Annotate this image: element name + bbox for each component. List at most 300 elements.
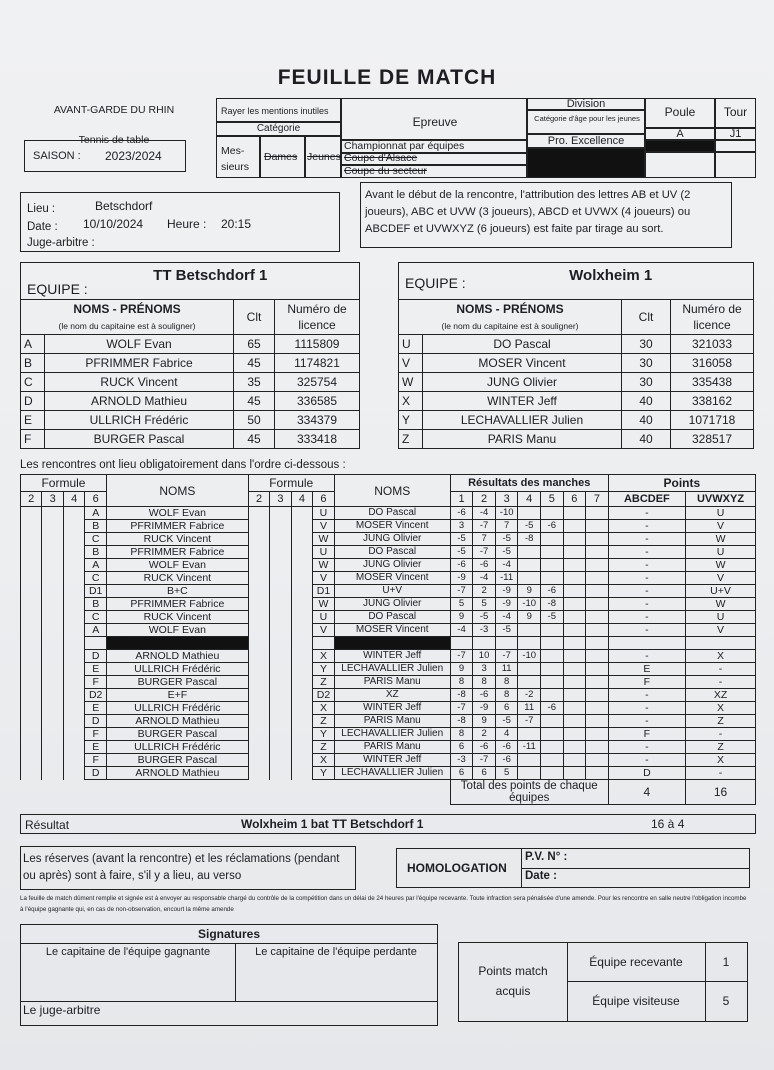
home-player: ULLRICH Frédéric	[106, 741, 248, 754]
manche-3-header: 3	[495, 492, 518, 507]
homologation-label: HOMOLOGATION	[407, 861, 507, 875]
coupe-secteur-label: Coupe du secteur	[344, 165, 427, 177]
totals-label: Total des points de chaque équipes	[450, 780, 608, 805]
set-score: -6	[450, 559, 473, 572]
points-acquis-label: Points match acquis	[478, 964, 548, 998]
home-equipe-label: EQUIPE :	[27, 280, 88, 297]
points-away: -	[686, 663, 756, 676]
player-name: WINTER Jeff	[423, 392, 622, 411]
player-licence: 333418	[275, 430, 360, 449]
set-score: -7	[450, 585, 473, 598]
set-score	[563, 754, 586, 767]
footnote: La feuille de match dûment remplie et signée est à envoyer au responsable chargé du contrôle de la compétition dans un délai de 24 heures par l'équipe recevante. Toute infraction sera pénalisée d'une amende. Pour les rencontre en salle neutre l'obligation incombe à l'équipe gagnante qui, en cas de non-observation, encourt la même amende	[20, 895, 747, 913]
set-score	[563, 572, 586, 585]
player-row	[399, 430, 754, 449]
set-score: -5	[541, 611, 564, 624]
abcdef-header: ABCDEF	[608, 492, 685, 507]
away-noms-header: NOMS - PRÉNOMS	[456, 302, 564, 316]
set-score	[541, 572, 564, 585]
totals-home: 4	[608, 780, 685, 805]
set-score	[541, 767, 564, 780]
set-score: 11	[518, 702, 541, 715]
manche-6-header: 6	[563, 492, 586, 507]
away-player: XZ	[334, 689, 450, 702]
away-letter: X	[313, 702, 334, 715]
points-away: X	[686, 650, 756, 663]
home-player: WOLF Evan	[106, 624, 248, 637]
home-team-header	[21, 263, 360, 300]
points-home: -	[608, 546, 685, 559]
set-score: -7	[495, 650, 518, 663]
home-player: PFRIMMER Fabrice	[106, 546, 248, 559]
date-label: Date :	[27, 221, 58, 233]
home-player: ARNOLD Mathieu	[106, 650, 248, 663]
set-score: -6	[495, 741, 518, 754]
tour-row2	[715, 140, 756, 152]
home-player: WOLF Evan	[106, 507, 248, 520]
away-team-table	[398, 262, 754, 449]
points-home: -	[608, 624, 685, 637]
player-row	[21, 373, 360, 392]
points-away: V	[686, 520, 756, 533]
uvwxyz-header: UVWXYZ	[686, 492, 756, 507]
match-row	[21, 715, 756, 728]
home-player: BURGER Pascal	[106, 754, 248, 767]
away-player: WINTER Jeff	[334, 754, 450, 767]
juge-label: Juge-arbitre :	[27, 237, 95, 249]
noms-header-home: NOMS	[106, 475, 248, 507]
lieu-value: Betschdorf	[95, 199, 153, 213]
manche-5-header: 5	[541, 492, 564, 507]
points-acquis-box	[458, 942, 748, 1022]
match-row	[21, 741, 756, 754]
set-score	[586, 520, 609, 533]
away-equipe-label: EQUIPE :	[405, 274, 466, 291]
points-home: -	[608, 689, 685, 702]
match-row	[21, 585, 756, 598]
set-score: -5	[473, 611, 496, 624]
set-score: -4	[495, 559, 518, 572]
notice-box	[360, 182, 732, 248]
date-value: 10/10/2024	[83, 217, 144, 231]
set-score	[541, 741, 564, 754]
homologation-date-label: Date :	[525, 870, 557, 882]
away-player: PARIS Manu	[334, 676, 450, 689]
player-row	[399, 411, 754, 430]
epreuve-label: Epreuve	[412, 115, 458, 129]
set-score: -6	[495, 754, 518, 767]
manche-4-header: 4	[518, 492, 541, 507]
set-score: -6	[541, 702, 564, 715]
results-table	[20, 474, 756, 805]
set-score	[563, 689, 586, 702]
reserves-text: Les réserves (avant la rencontre) et les réclamations (pendant ou après) sont à faire, s'il y a lieu, au verso	[23, 853, 340, 882]
set-score	[518, 754, 541, 767]
set-score	[518, 559, 541, 572]
result-score: 16 à 4	[651, 817, 685, 831]
rayer-label: Rayer les mentions inutiles	[221, 106, 329, 116]
set-score: -5	[518, 520, 541, 533]
match-row	[21, 663, 756, 676]
home-letter: E	[85, 741, 106, 754]
signatures-title: Signatures	[21, 925, 437, 944]
home-capitaine-note: (le nom du capitaine est à souligner)	[58, 321, 196, 331]
player-name: PFRIMMER Fabrice	[45, 354, 234, 373]
home-licence-header: Numéro de licence	[275, 300, 360, 335]
home-letter: D	[85, 650, 106, 663]
player-letter: C	[21, 373, 45, 392]
points-away: -	[686, 767, 756, 780]
away-letter: Z	[313, 676, 334, 689]
set-score: -4	[450, 624, 473, 637]
set-score: -7	[450, 702, 473, 715]
set-score	[586, 754, 609, 767]
home-letter: D2	[85, 689, 106, 702]
away-letter: V	[313, 624, 334, 637]
set-score: -8	[450, 715, 473, 728]
away-letter: Z	[313, 741, 334, 754]
points-away: Z	[686, 715, 756, 728]
tour-label: Tour	[715, 98, 756, 128]
player-row	[399, 354, 754, 373]
home-player: BURGER Pascal	[106, 728, 248, 741]
player-licence: 336585	[275, 392, 360, 411]
home-clt-header: Clt	[234, 300, 275, 335]
home-noms-header: NOMS - PRÉNOMS	[73, 302, 181, 316]
set-score	[541, 546, 564, 559]
set-score: -5	[495, 533, 518, 546]
player-licence: 1115809	[275, 335, 360, 354]
formule-4-away: 4	[291, 492, 312, 507]
set-score	[586, 663, 609, 676]
home-player: PFRIMMER Fabrice	[106, 598, 248, 611]
set-score: -9	[473, 702, 496, 715]
set-score: -7	[473, 520, 496, 533]
loser-captain-label: Le capitaine de l'équipe perdante	[255, 946, 417, 958]
set-score: 2	[473, 728, 496, 741]
poule-label: Poule	[645, 98, 715, 128]
set-score	[541, 663, 564, 676]
poule-empty	[645, 152, 715, 178]
match-row	[21, 624, 756, 637]
set-score: 6	[450, 767, 473, 780]
player-letter: X	[399, 392, 423, 411]
set-score	[541, 650, 564, 663]
order-note: Les rencontres ont lieu obligatoirement dans l'ordre ci-dessous :	[20, 459, 346, 471]
set-score	[518, 663, 541, 676]
set-score	[541, 507, 564, 520]
away-team-points-label: Équipe visiteuse	[567, 981, 706, 1021]
match-row	[21, 650, 756, 663]
player-licence: 334379	[275, 411, 360, 430]
player-clt: 40	[622, 430, 671, 449]
division-label: Division	[527, 98, 645, 110]
home-letter: B	[85, 546, 106, 559]
away-team-header	[399, 263, 754, 300]
away-player: LECHAVALLIER Julien	[334, 767, 450, 780]
home-player: RUCK Vincent	[106, 572, 248, 585]
away-letter: D2	[313, 689, 334, 702]
points-away: V	[686, 624, 756, 637]
player-clt: 65	[234, 335, 275, 354]
player-row	[399, 373, 754, 392]
away-letter: W	[313, 559, 334, 572]
set-score: 4	[495, 728, 518, 741]
set-score	[586, 611, 609, 624]
set-score: 8	[495, 676, 518, 689]
set-score	[586, 533, 609, 546]
player-clt: 45	[234, 430, 275, 449]
result-label: Résultat	[25, 818, 70, 832]
set-score	[518, 572, 541, 585]
away-player: PARIS Manu	[334, 715, 450, 728]
player-letter: W	[399, 373, 423, 392]
set-score	[563, 507, 586, 520]
set-score: 8	[473, 676, 496, 689]
set-score: -9	[450, 572, 473, 585]
set-score: -5	[495, 715, 518, 728]
page-title: FEUILLE DE MATCH	[277, 66, 497, 89]
away-player: LECHAVALLIER Julien	[334, 728, 450, 741]
player-name: LECHAVALLIER Julien	[423, 411, 622, 430]
set-score	[563, 650, 586, 663]
set-score	[563, 767, 586, 780]
set-score: -5	[450, 533, 473, 546]
division-blackout	[527, 148, 645, 178]
points-home: -	[608, 754, 685, 767]
player-clt: 40	[622, 411, 671, 430]
player-letter: E	[21, 411, 45, 430]
set-score: 5	[495, 767, 518, 780]
points-away: W	[686, 559, 756, 572]
set-score	[563, 624, 586, 637]
away-player: MOSER Vincent	[334, 572, 450, 585]
points-home: F	[608, 728, 685, 741]
set-score	[563, 559, 586, 572]
set-score: -9	[495, 585, 518, 598]
winner-captain-label: Le capitaine de l'équipe gagnante	[45, 946, 211, 958]
season-value: 2023/2024	[105, 149, 162, 163]
notice-text: Avant le début de la rencontre, l'attribution des lettres AB et UV (2 joueurs), ABC et UVW (3 joueurs), ABCD et UVWX (4 joueurs) ou ABCDEF et UVWXYZ (6 joueurs) est faite par tirage au sort.	[365, 189, 691, 235]
set-score	[518, 507, 541, 520]
points-home: -	[608, 533, 685, 546]
heure-label: Heure :	[167, 217, 207, 231]
home-team-points: 1	[705, 943, 747, 982]
match-row	[21, 702, 756, 715]
formule-header-away: Formule	[248, 475, 334, 492]
away-player: DO Pascal	[334, 611, 450, 624]
home-letter: F	[85, 676, 106, 689]
set-score	[518, 624, 541, 637]
set-score	[563, 702, 586, 715]
result-text: Wolxheim 1 bat TT Betschdorf 1	[241, 817, 424, 831]
set-score	[518, 767, 541, 780]
player-name: DO Pascal	[423, 335, 622, 354]
home-player: WOLF Evan	[106, 559, 248, 572]
points-away: U	[686, 546, 756, 559]
player-licence: 328517	[671, 430, 754, 449]
player-clt: 30	[622, 354, 671, 373]
set-score: 2	[473, 585, 496, 598]
points-home: -	[608, 572, 685, 585]
loser-signature-area[interactable]	[235, 943, 437, 1002]
match-row	[21, 507, 756, 520]
set-score: -7	[473, 754, 496, 767]
match-row	[21, 611, 756, 624]
player-letter: U	[399, 335, 423, 354]
info-box	[20, 192, 340, 252]
division-value: Pro. Excellence	[527, 134, 645, 148]
set-score	[586, 598, 609, 611]
away-letter: Y	[313, 663, 334, 676]
home-letter: B	[85, 598, 106, 611]
match-row	[21, 559, 756, 572]
away-player: LECHAVALLIER Julien	[334, 663, 450, 676]
player-name: ARNOLD Mathieu	[45, 392, 234, 411]
home-player: B+C	[106, 585, 248, 598]
set-score: -6	[473, 689, 496, 702]
tour-row3	[715, 152, 756, 178]
set-score: 9	[518, 585, 541, 598]
player-licence: 335438	[671, 373, 754, 392]
formule-2-away: 2	[248, 492, 269, 507]
set-score: 3	[450, 520, 473, 533]
away-player: DO Pascal	[334, 507, 450, 520]
player-letter: A	[21, 335, 45, 354]
set-score: -6	[473, 559, 496, 572]
set-score	[541, 533, 564, 546]
home-letter: E	[85, 663, 106, 676]
away-letter: W	[313, 533, 334, 546]
set-score: 9	[518, 611, 541, 624]
away-letter: U	[313, 611, 334, 624]
points-home: -	[608, 559, 685, 572]
set-score	[563, 533, 586, 546]
set-score	[541, 624, 564, 637]
set-score: 3	[473, 663, 496, 676]
separator-block	[334, 637, 450, 650]
club-name: AVANT-GARDE DU RHIN	[53, 104, 175, 116]
away-team-points: 5	[722, 994, 730, 1008]
points-away: U	[686, 611, 756, 624]
player-row	[399, 335, 754, 354]
match-separator-row	[21, 637, 756, 650]
player-letter: D	[21, 392, 45, 411]
set-score	[518, 546, 541, 559]
set-score: -9	[495, 598, 518, 611]
points-away: X	[686, 754, 756, 767]
poule-value: A	[645, 128, 715, 140]
away-player: DO Pascal	[334, 546, 450, 559]
formule-3-away: 3	[270, 492, 291, 507]
player-row	[399, 392, 754, 411]
player-licence: 321033	[671, 335, 754, 354]
points-home: F	[608, 676, 685, 689]
manches-header: Résultats des manches	[450, 475, 608, 492]
set-score: -3	[473, 624, 496, 637]
referee-label: Le juge-arbitre	[23, 1003, 101, 1017]
coupe-alsace-label: Coupe d'Alsace	[344, 152, 418, 164]
away-letter: U	[313, 546, 334, 559]
home-letter: D1	[85, 585, 106, 598]
set-score: 11	[495, 663, 518, 676]
formule-6-home: 6	[85, 492, 106, 507]
set-score	[586, 702, 609, 715]
set-score: -10	[495, 507, 518, 520]
homologation-box	[396, 848, 750, 888]
player-licence: 325754	[275, 373, 360, 392]
player-row	[21, 392, 360, 411]
away-player: WINTER Jeff	[334, 650, 450, 663]
season-label: SAISON :	[33, 150, 81, 162]
player-name: BURGER Pascal	[45, 430, 234, 449]
set-score: 10	[473, 650, 496, 663]
set-score: -5	[495, 624, 518, 637]
messieurs-label: Mes-sieurs	[221, 145, 250, 173]
away-player: MOSER Vincent	[334, 624, 450, 637]
set-score: -7	[450, 650, 473, 663]
set-score	[586, 728, 609, 741]
set-score: 9	[450, 663, 473, 676]
set-score	[563, 728, 586, 741]
away-letter: X	[313, 754, 334, 767]
set-score: -10	[518, 650, 541, 663]
epreuve-block	[216, 98, 756, 178]
set-score	[586, 741, 609, 754]
set-score: -4	[473, 507, 496, 520]
home-team-name: TT Betschdorf 1	[153, 266, 268, 284]
set-score	[586, 650, 609, 663]
player-letter: Z	[399, 430, 423, 449]
home-letter: A	[85, 507, 106, 520]
home-player: BURGER Pascal	[106, 676, 248, 689]
player-clt: 45	[234, 354, 275, 373]
player-licence: 1071718	[671, 411, 754, 430]
player-name: JUNG Olivier	[423, 373, 622, 392]
set-score	[586, 507, 609, 520]
championnat-label: Championnat par équipes	[344, 140, 465, 152]
home-player: ARNOLD Mathieu	[106, 767, 248, 780]
home-team-table	[20, 262, 360, 449]
away-letter: Y	[313, 767, 334, 780]
set-score	[586, 767, 609, 780]
away-player: JUNG Olivier	[334, 533, 450, 546]
points-home: -	[608, 507, 685, 520]
away-letter: Y	[313, 728, 334, 741]
away-letter: V	[313, 572, 334, 585]
home-player: ULLRICH Frédéric	[106, 663, 248, 676]
set-score: -5	[450, 546, 473, 559]
noms-header-away: NOMS	[334, 475, 450, 507]
points-home: -	[608, 611, 685, 624]
player-clt: 30	[622, 335, 671, 354]
set-score: -6	[541, 520, 564, 533]
match-row	[21, 676, 756, 689]
set-score: 8	[450, 676, 473, 689]
winner-signature-area[interactable]	[21, 943, 236, 1002]
separator-block	[106, 637, 248, 650]
match-row	[21, 546, 756, 559]
away-letter: W	[313, 598, 334, 611]
home-letter: F	[85, 754, 106, 767]
reserves-box	[20, 846, 356, 890]
player-licence: 1174821	[275, 354, 360, 373]
match-row	[21, 520, 756, 533]
player-letter: V	[399, 354, 423, 373]
set-score: -8	[541, 598, 564, 611]
away-player: MOSER Vincent	[334, 520, 450, 533]
poule-blackout	[645, 140, 715, 152]
